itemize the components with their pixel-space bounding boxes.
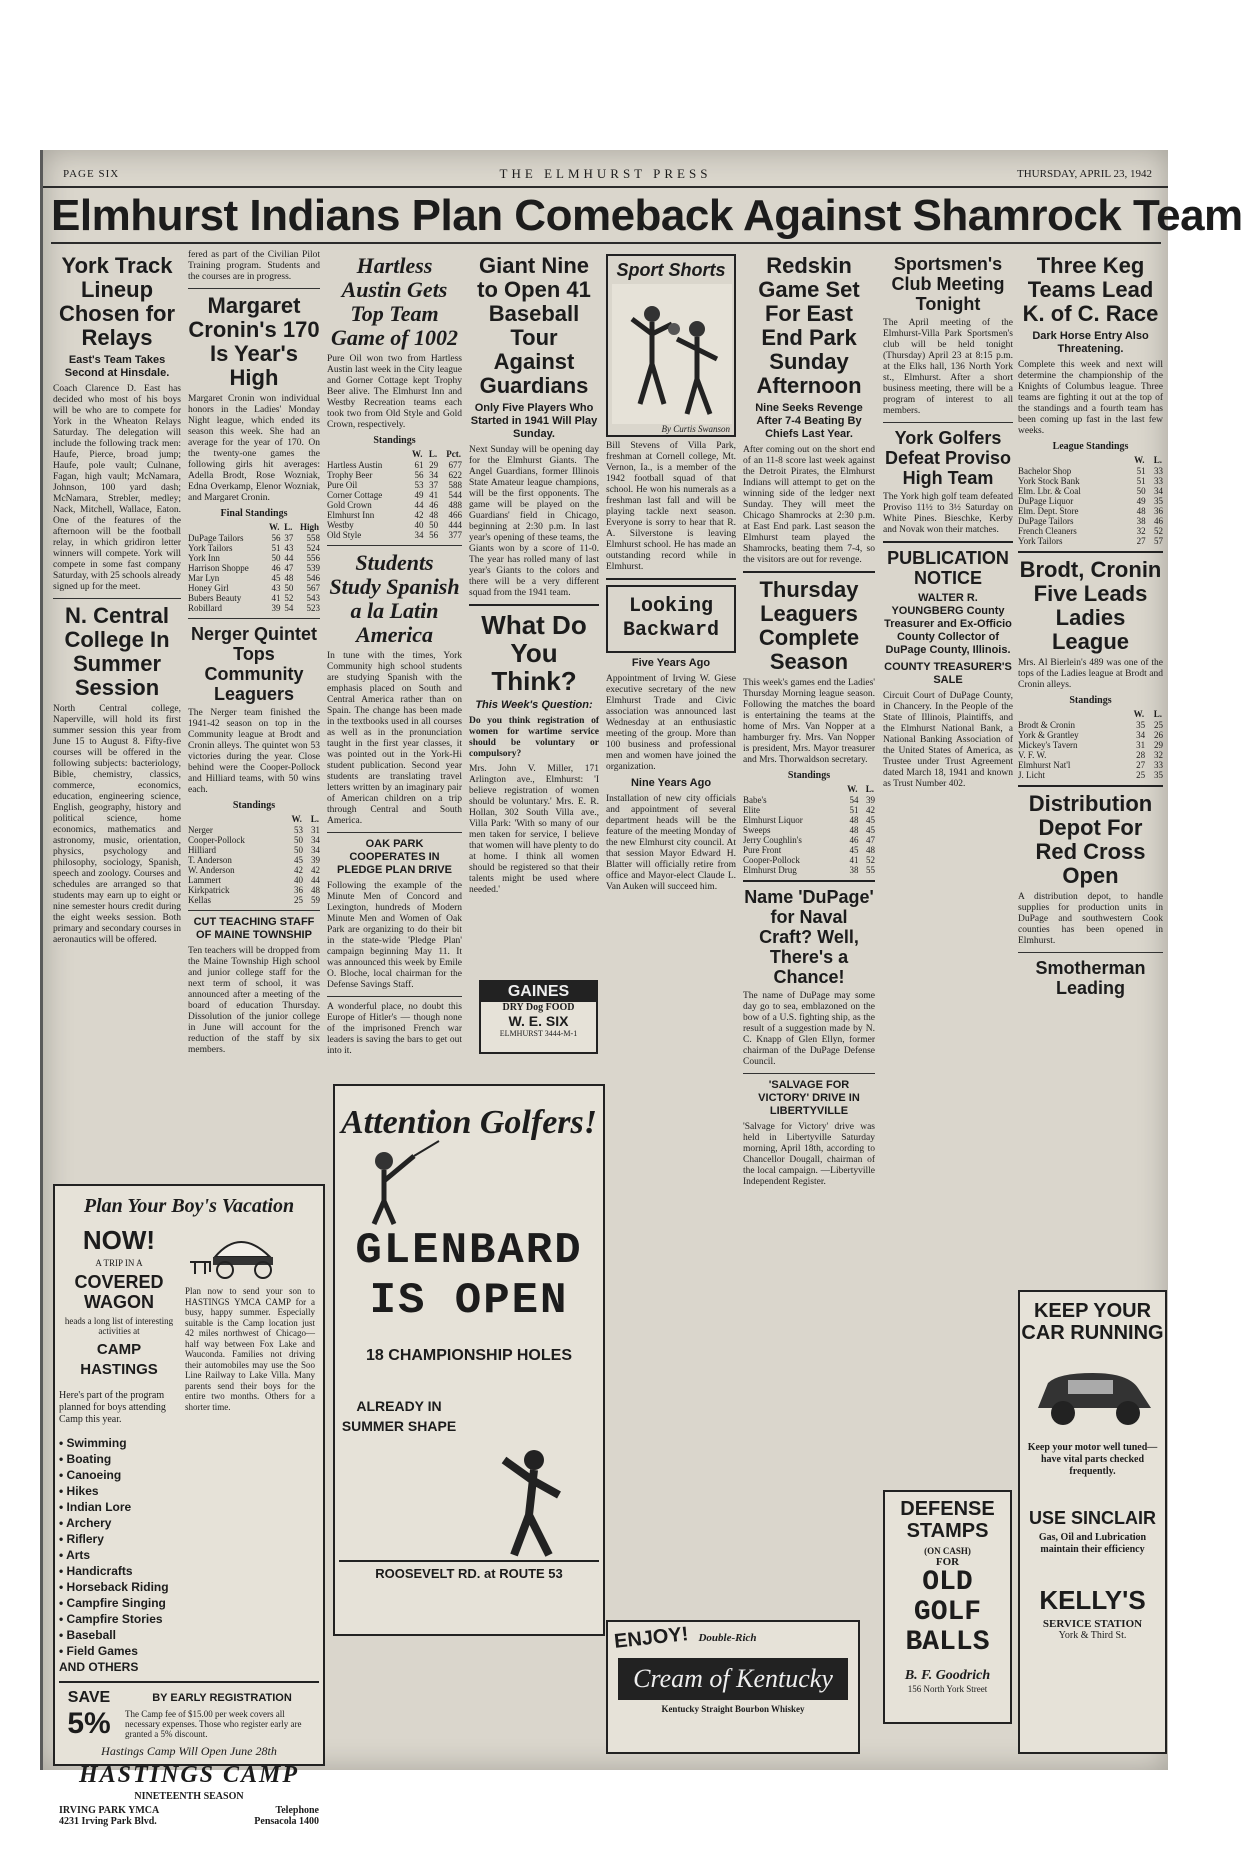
table-row: Pure Oil 53 37 588	[327, 480, 462, 490]
sport-shorts-box	[606, 254, 736, 437]
deck-giant-nine: Only Five Players Who Started in 1941 Will Play Sunday.	[470, 402, 598, 440]
story-thursday-leaguers: This week's games end the Ladies' Thursday Morning league season. Following the matches the board is entertaining the teams at the home of Mrs. Van Nopper at a hamburger fry. Mrs. Van Nopper is president, Mrs. Mayor treasurer and Mrs. Thorwaldson secretary.	[743, 678, 875, 765]
divider	[1018, 785, 1163, 787]
divider	[188, 618, 320, 619]
table-row: York Tailors 27 57	[1018, 536, 1163, 546]
question-text: Do you think registration of women for wartime service should be voluntary or compulsory?	[469, 716, 599, 759]
table-row: Elm. Lbr. & Coal 50 34	[1018, 486, 1163, 496]
headline-brodt-cronin: Brodt, Cronin Five Leads Ladies League	[1019, 557, 1162, 654]
kellys-service-ad	[1018, 1290, 1167, 1754]
whiskey-ad-double: Double-Rich	[698, 1632, 757, 1644]
camp-ad-season: NINETEENTH SEASON	[134, 1791, 244, 1802]
story-margaret-cronin: Margaret Cronin won individual honors in the Ladies' Monday Night league, which ended its season this week. She had an average for the year of 170. On the twenty-one games the following girls hit averages: Adella Brodt, Rose Wozniak, Edna Overkamp, Elenor Wozniak, and Margaret Cronin.	[188, 394, 320, 503]
column-4	[469, 250, 599, 960]
headline-publication-notice: PUBLICATION NOTICE	[887, 548, 1009, 588]
list-item: • Swimming	[59, 1436, 127, 1450]
table-row: York Tailors 51 43 524	[188, 543, 320, 553]
table-row: Cooper-Pollock 50 34	[188, 835, 320, 845]
list-item: • Field Games	[59, 1644, 138, 1658]
table-row: Harrison Shoppe 46 47 539	[188, 563, 320, 573]
story-publication-notice: Circuit Court of DuPage County, in Chancery. In the People of the State of Illinois, Plaintiffs, and the Elmhurst National Bank, a National Banking Association of the United States of America, as Trustee under Trust Agreement dated March 18, 1941 and known as Trust Number 402.	[883, 691, 1013, 789]
sinclair-body: Gas, Oil and Lubrication maintain their efficiency	[1038, 1532, 1147, 1555]
deck-five-years-ago: Five Years Ago	[631, 657, 711, 669]
gaines-dog-food-ad	[479, 980, 598, 1054]
table-row: Mickey's Tavern 31 29	[1018, 740, 1163, 750]
whiskey-ad-brand: Cream of Kentucky	[618, 1658, 848, 1700]
column-8	[1018, 250, 1163, 1250]
divider	[743, 880, 875, 882]
headline-sport-shorts: Sport Shorts	[616, 260, 726, 280]
table-row: Nerger 53 31	[188, 825, 320, 835]
camp-ad-address: 4231 Irving Park Blvd.	[59, 1816, 157, 1827]
camp-ad-intro: Here's part of the program planned for boys attending Camp this year.	[59, 1390, 166, 1425]
story-name-dupage: The name of DuPage may some day go to sea, emblazoned on the bow of a U.S. fighting ship, as the result of a suggestion made by N. C. Knapp of Glen Ellyn, former chairman of the DuPage Defense Council.	[743, 991, 875, 1067]
column-1	[53, 250, 181, 1170]
camp-ad-heads: heads a long list of interesting activities at	[64, 1316, 174, 1336]
headline-margaret-cronin: Margaret Cronin's 170 Is Year's High	[188, 293, 320, 390]
camp-activities-list	[59, 1436, 179, 1675]
story-continued: fered as part of the Civilian Pilot Training program. Students and the courses are in progress.	[188, 250, 320, 282]
headline-what-do-you-think: What Do You Think?	[481, 610, 587, 696]
camp-hastings-ad	[53, 1184, 325, 1827]
table-row: Brodt & Cronin 35 25	[1018, 720, 1163, 730]
defense-ad-for: FOR	[935, 1556, 960, 1568]
story-cut-teaching: Ten teachers will be dropped from the Maine Township High school and junior college staff for the next term of school, it was announced after a meeting of the board of education Thursday. Dissolution of the junior college in June will account for the reduction of the staff by six members.	[188, 946, 320, 1055]
story-three-keg: Complete this week and next will determine the championship of the Knights of Columbus league. Three teams are fighting it out at the top of the standings and a fourth team has been coming up fast in the last few weeks.	[1018, 360, 1163, 436]
camp-ad-discount: 5%	[67, 1707, 111, 1740]
list-item: • Riflery	[59, 1532, 104, 1546]
table-row: Honey Girl 43 50 567	[188, 583, 320, 593]
car-illustration	[1020, 1348, 1165, 1438]
gaines-address: ELMHURST 3444-M-1	[499, 1029, 578, 1038]
headline-salvage: 'SALVAGE FOR VICTORY' DRIVE IN LIBERTYVILLE	[758, 1079, 860, 1117]
golf-ad-location: ROOSEVELT RD. at ROUTE 53	[339, 1560, 599, 1581]
camp-ad-now: NOW!	[82, 1225, 156, 1255]
camp-ad-early-body: The Camp fee of $15.00 per week covers all necessary expenses. Those who register early are granted a 5% discount.	[125, 1708, 302, 1739]
story-oak-park: Following the example of the Minute Men of Concord and Lexington, hundreds of Modern Minute Men and Women of Oak Park are organizing to do their bit in the state-wide 'Pledge Plan' campaign beginning May 11. It was announced this week by Emile O. Bloche, local chairman for the Defense Savings Staff.	[327, 881, 462, 990]
divider	[883, 422, 1013, 423]
story-york-golfers: The York high golf team defeated Proviso 11½ to 3½ Saturday on White Pines. Bieschke, Kerby and Novak won their matches.	[883, 492, 1013, 535]
table-row: W. Anderson 42 42	[188, 865, 320, 875]
golf-ad-shape: ALREADY IN SUMMER SHAPE	[341, 1398, 457, 1434]
divider	[188, 910, 320, 911]
list-item: • Archery	[59, 1516, 112, 1530]
headline-smotherman: Smotherman Leading	[1035, 958, 1146, 998]
table-row: Elmhurst Drug 38 55	[743, 865, 875, 875]
table-row: Bubers Beauty 41 52 543	[188, 593, 320, 603]
defense-ad-big: OLD GOLF BALLS	[905, 1567, 990, 1658]
list-item: • Horseback Riding	[59, 1580, 169, 1594]
deck-york-track: East's Team Takes Second at Hinsdale.	[64, 354, 170, 379]
golf-ad-club: GLENBARD	[355, 1226, 583, 1276]
divider	[59, 1681, 319, 1683]
table-row: Jerry Coughlin's 46 47	[743, 835, 875, 845]
defense-ad-address: 156 North York Street	[907, 1684, 988, 1694]
golfer-silhouette	[339, 1440, 599, 1560]
list-item: • Baseball	[59, 1628, 116, 1642]
sport-shorts-byline: By Curtis Swanson	[661, 424, 730, 434]
defense-ad-sub: (ON CASH)	[924, 1546, 971, 1556]
table-row: York & Grantley 34 26	[1018, 730, 1163, 740]
table-row: Kirkpatrick 36 48	[188, 885, 320, 895]
kellys-ad-headline: KEEP YOUR CAR RUNNING	[1021, 1300, 1164, 1344]
headline-redskin-game: Redskin Game Set For East End Park Sunday Afternoon	[756, 253, 862, 398]
deck-nine-years-ago: Nine Years Ago	[630, 777, 712, 789]
table-row: Old Style 34 56 377	[327, 530, 462, 540]
divider	[1018, 952, 1163, 953]
divider	[743, 571, 875, 573]
defense-ad-firm: B. F. Goodrich	[904, 1668, 991, 1683]
divider	[883, 541, 1013, 543]
table-row: York Inn 50 44 556	[188, 553, 320, 563]
camp-ad-headline: Plan Your Boy's Vacation	[83, 1195, 295, 1217]
story-salvage: 'Salvage for Victory' drive was held in Libertyville Saturday morning, April 18th, according to Chancellor Dougall, chairman of the local campaign. —Libertyville Independent Register.	[743, 1122, 875, 1187]
list-item: • Hikes	[59, 1484, 99, 1498]
table-row: Elm. Dept. Store 48 36	[1018, 506, 1163, 516]
table-row: T. Anderson 45 39	[188, 855, 320, 865]
story-hartless-austin: Pure Oil won two from Hartless Austin last week in the City league and Gorner Cottage kept Trophy Beer alive. The Elmhurst Inn and Westby Recreation teams each took two from Old Style and Gold Crown, respectively.	[327, 354, 462, 430]
table-row: Mar Lyn 45 48 546	[188, 573, 320, 583]
table-row: Corner Cottage 49 41 544	[327, 490, 462, 500]
story-nine-years-ago: Installation of new city officials and appointment of several department heads will be the feature of the meeting Monday of the new Elmhurst city council. At that session Mayor Edward H. Blatter will officially retire from office and Mayor-elect Claude L. Van Auken will succeed him.	[606, 794, 736, 892]
page-number: PAGE SIX	[63, 168, 120, 180]
whiskey-ad-sub: Kentucky Straight Bourbon Whiskey	[661, 1704, 805, 1714]
table-row: Elmhurst Liquor 48 45	[743, 815, 875, 825]
deck-three-keg: Dark Horse Entry Also Threatening.	[1032, 330, 1149, 355]
kellys-name: KELLY'S	[1039, 1585, 1146, 1615]
headline-north-central: N. Central College In Summer Session	[64, 603, 170, 700]
deck-publication-notice: WALTER R. YOUNGBERG County Treasurer and Ex-Officio County Collector of DuPage County, Illinois.	[884, 592, 1012, 656]
masthead	[43, 164, 1168, 188]
gaines-brand: GAINES	[481, 982, 596, 1002]
divider	[606, 578, 736, 580]
table-row: Bachelor Shop 51 33	[1018, 466, 1163, 476]
headline-students-spanish: Students Study Spanish a la Latin America	[329, 550, 460, 647]
camp-ad-ymca: IRVING PARK YMCA	[59, 1805, 160, 1816]
golf-ad-headline: Attention Golfers!	[341, 1104, 597, 1141]
column-3	[327, 250, 462, 1170]
list-item: • Handicrafts	[59, 1564, 133, 1578]
standings-caption: Final Standings	[220, 508, 288, 519]
list-item: • Campfire Stories	[59, 1612, 163, 1626]
newspaper-page	[40, 150, 1243, 1827]
standings-table-city: W. L. Pct. Hartless Austin 61 29 677 Trophy Beer 56 34 622 Pure Oil 53 37 588 Corner Cottage 49 41 544 Gold Crown 44 46 488 Elmhurst Inn 42 48 466 Westby 40 50 444 Old Style 34 56 377	[327, 449, 462, 540]
standings-caption: League Standings	[1052, 441, 1129, 452]
table-row: Hartless Austin 61 29 677	[327, 460, 462, 470]
headline-cut-teaching: CUT TEACHING STAFF OF MAINE TOWNSHIP	[193, 916, 315, 941]
cream-of-kentucky-ad	[606, 1620, 860, 1754]
gaines-dealer: W. E. SIX	[508, 1013, 569, 1029]
glenbard-golf-ad	[333, 1084, 605, 1636]
gaines-product: DRY Dog FOOD	[502, 1002, 575, 1013]
table-row: Elmhurst Nat'l 27 33	[1018, 760, 1163, 770]
table-row: V. F. W. 28 32	[1018, 750, 1163, 760]
camp-ad-tel-label: Telephone	[275, 1805, 319, 1816]
table-row: Kellas 25 59	[188, 895, 320, 905]
table-row: Babe's 54 39	[743, 795, 875, 805]
sinclair-headline: USE SINCLAIR	[1028, 1508, 1156, 1528]
table-row: Sweeps 48 45	[743, 825, 875, 835]
standings-table-ladies-league: W. L. Brodt & Cronin 35 25 York & Grantley 34 26 Mickey's Tavern 31 29 V. F. W. 28 32 Elmhurst Nat'l 27 33 J. Licht 25 35	[1018, 709, 1163, 780]
headline-sportsmens-club: Sportsmen's Club Meeting Tonight	[891, 254, 1005, 314]
divider	[743, 1073, 875, 1074]
standings-table-thursday: W. L. Babe's 54 39 Elite 51 42 Elmhurst Liquor 48 45 Sweeps 48 45 Jerry Coughlin's 46 47 Pure Front 45 48 Cooper-Pollock 41 52 Elmhurst Drug 38 55	[743, 784, 875, 875]
story-nerger-quintet: The Nerger team finished the 1941-42 season on top in the Community league at Brodt and Cronin alleys. The quintet won 53 victories during the year. Close behind were the Cooper-Pollock and Hilliard teams, with 50 wins each.	[188, 708, 320, 795]
defense-stamps-ad	[883, 1490, 1012, 1724]
divider	[1018, 551, 1163, 553]
divider	[53, 598, 181, 599]
headline-looking-backward: Looking Backward	[622, 595, 719, 642]
list-item: • Canoeing	[59, 1468, 122, 1482]
standings-table-kc: W. L. Bachelor Shop 51 33 York Stock Bank 51 33 Elm. Lbr. & Coal 50 34 DuPage Liquor 49 35 Elm. Dept. Store 48 36 DuPage Tailors 38 46 French Cleaners 32 52 York Tailors 27 57	[1018, 455, 1163, 546]
list-item: • Campfire Singing	[59, 1596, 166, 1610]
story-redskin-game: After coming out on the short end of an 11-8 score last week against the Detroit Pirates, the Elmhurst Indians will attempt to get on the winning side of the ledger next Sunday. They will meet the Chicago Shamrocks at 2:30 p.m. at East End park. Last season the Elmhurst team played the Shamrocks, beating them 7-4, so the visitors are out for revenge.	[743, 445, 875, 565]
table-row: Elite 51 42	[743, 805, 875, 815]
standings-caption: Standings	[1069, 695, 1112, 706]
defense-ad-headline: DEFENSE STAMPS	[900, 1498, 995, 1542]
table-row: J. Licht 25 35	[1018, 770, 1163, 780]
kellys-address: York & Third St.	[1058, 1630, 1127, 1641]
deck-weeks-question: This Week's Question:	[475, 699, 593, 711]
story-five-years-ago: Appointment of Irving W. Giese executive secretary of the new Elmhurst Trade and Civic association was announced last Wednesday at an enthusiastic meeting of the group. More than 100 business and professional men and women have joined the organization.	[606, 674, 736, 772]
camp-ad-opening: Hastings Camp Will Open June 28th	[101, 1744, 277, 1758]
banner-headline: Elmhurst Indians Plan Comeback Against Shamrock Team	[51, 190, 1161, 244]
table-row: Cooper-Pollock 41 52	[743, 855, 875, 865]
standings-caption: Standings	[787, 770, 831, 781]
story-york-track: Coach Clarence D. East has decided who most of his boys will be who are to compete for York in the Wheaton Relays Saturday. The delegation will include the following track men: Haufe, Pierce, broad jump; Haufe, pole vault; Culnane, Fagan, high vault; McNamara, Johnson, 100 yard dash; McNamara, Strebler, medley; Nack, Mitchell, Wallace, Eaton. One of the features of the afternoon will be the football relay, in which gridiron letter winners will compete. York will compete in some fast company Saturday, with 25 schools already signed up for the meet.	[53, 384, 181, 592]
story-giant-nine: Next Sunday will be opening day for the Elmhurst Giants. The Angel Guardians, former Illinois State Amateur league champions, will be the first opponents. The game will be played on the Guardians' field in Chicago, beginning at 2:30 p.m. In last year's opening of these teams, the Giants won by a score of 11-0. The year has rolled many of last year's Giants to the colors and there will be a very different squad from the 1941 team.	[469, 445, 599, 598]
headline-name-dupage: Name 'DuPage' for Naval Craft? Well, There's a Chance!	[744, 887, 874, 987]
headline-three-keg: Three Keg Teams Lead K. of C. Race	[1022, 253, 1159, 326]
column-5	[606, 250, 736, 1120]
filler-europe: A wonderful place, no doubt this Europe of Hitler's — though none of the imprisoned French war leaders is saving the bars to get out into it.	[327, 1002, 462, 1056]
column-6	[743, 250, 875, 1620]
camp-ad-save: SAVE	[67, 1689, 111, 1706]
headline-york-track: York Track Lineup Chosen for Relays	[58, 253, 176, 350]
standings-table-ladies: W. L. High DuPage Tailors 56 37 558 York Tailors 51 43 524 York Inn 50 44 556 Harrison Shoppe 46 47 539 Mar Lyn 45 48 546 Honey Girl 43 50 567 Bubers Beauty 41 52 543 Robillard 39 54 523	[188, 522, 320, 613]
looking-backward-box	[606, 585, 736, 653]
table-row: DuPage Liquor 49 35	[1018, 496, 1163, 506]
divider	[188, 288, 320, 289]
list-item: AND OTHERS	[59, 1660, 139, 1674]
table-row: Lammert 40 44	[188, 875, 320, 885]
camp-ad-early: BY EARLY REGISTRATION	[152, 1691, 292, 1704]
table-row: DuPage Tailors 38 46	[1018, 516, 1163, 526]
story-north-central: North Central college, Naperville, will hold its first summer session this year from June 15 to August 8. Fifty-five courses will be offered in the following subjects: bacteriology, Bible, chemistry, classics, commerce, economics, education, engineering science, English, geography, history and political science, home economics, mathematics and astronomy, music, orientation, physics, psychology and philosophy, sociology, Spanish, speech and zoology. Courses and schedules are arranged so that students may earn up to eight or nine semester hours credit during the eight weeks session. Both primary and secondary courses in aeronautics will be offered.	[53, 704, 181, 945]
headline-distribution-depot: Distribution Depot For Red Cross Open	[1028, 791, 1153, 888]
kellys-ad-body: Keep your motor well tuned—have vital parts checked frequently.	[1027, 1442, 1158, 1477]
standings-caption: Standings	[232, 800, 276, 811]
table-row: DuPage Tailors 56 37 558	[188, 533, 320, 543]
divider	[327, 832, 462, 833]
golfer-illustration	[339, 1146, 599, 1226]
story-sport-shorts: Bill Stevens of Villa Park, freshman at Cornell college, Mt. Vernon, Ia., is a member of the 1942 football squad of that school. He won his numerals as a freshman last fall and will be playing tackle next season. Everyone is sorry to hear that R. A. Silverstone is leaving Elmhurst school. He has made an outstanding record while in Elmhurst.	[606, 441, 736, 572]
story-brodt-cronin: Mrs. Al Bierlein's 489 was one of the tops of the Ladies league at Brodt and Cronin alleys.	[1018, 658, 1163, 690]
headline-york-golfers: York Golfers Defeat Proviso High Team	[884, 428, 1012, 488]
headline-nerger-quintet: Nerger Quintet Tops Community Leaguers	[190, 624, 318, 704]
covered-wagon-illustration	[185, 1222, 315, 1282]
table-row: Elmhurst Inn 42 48 466	[327, 510, 462, 520]
table-row: Robillard 39 54 523	[188, 603, 320, 613]
deck-redskin-game: Nine Seeks Revenge After 7-4 Beating By Chiefs Last Year.	[755, 402, 863, 440]
table-row: French Cleaners 32 52	[1018, 526, 1163, 536]
table-row: Hilliard 50 34	[188, 845, 320, 855]
camp-ad-wagon: COVERED WAGON	[74, 1272, 164, 1312]
divider	[327, 996, 462, 997]
golf-ad-open: IS OPEN	[369, 1276, 569, 1326]
camp-ad-title: HASTINGS CAMP	[78, 1762, 300, 1788]
whiskey-ad-enjoy: ENJOY!	[613, 1623, 690, 1653]
table-row: Trophy Beer 56 34 622	[327, 470, 462, 480]
camp-ad-trip: A TRIP IN A	[95, 1258, 143, 1268]
table-row: York Stock Bank 51 33	[1018, 476, 1163, 486]
camp-ad-name: CAMP HASTINGS	[80, 1341, 158, 1378]
camp-ad-body: Plan now to send your son to HASTINGS YMCA CAMP for a busy, happy summer. Especially suitable is the Camp location just 42 miles northwest of Chicago—half way between Fox Lake and Wauconda. Families not driving their automobiles may use the Soo Line Railway to Lake Villa. Many parents send their boys for the entire two months. Others for a shorter time.	[185, 1286, 315, 1412]
kellys-sub: SERVICE STATION	[1042, 1618, 1143, 1630]
divider	[327, 545, 462, 546]
subhead-treasurers-sale: COUNTY TREASURER'S SALE	[884, 661, 1012, 686]
golf-ad-holes: 18 CHAMPIONSHIP HOLES	[366, 1347, 572, 1364]
headline-oak-park: OAK PARK COOPERATES IN PLEDGE PLAN DRIVE	[337, 838, 452, 876]
story-what-do-you-think: Mrs. John V. Miller, 171 Arlington ave., Elmhurst: 'I believe registration of women should be voluntary.' Mrs. E. R. Hollan, 302 South Villa ave., Villa Park: 'With so many of our men taken for service, I believe that women will have plenty to do at home. I think all women should be registered so that their talents might be used where needed.'	[469, 764, 599, 895]
story-sportsmens-club: The April meeting of the Elmhurst-Villa Park Sportsmen's club will be held tonight (Thursday) April 23 at 8:15 p.m. at the Elks hall, 136 North York st., Elmhurst. After a short business meeting, there will be a program of interest to all members.	[883, 318, 1013, 416]
standings-table-community: W. L. Nerger 53 31 Cooper-Pollock 50 34 Hilliard 50 34 T. Anderson 45 39 W. Anderson 42 42 Lammert 40 44 Kirkpatrick 36 48 Kellas 25 59	[188, 814, 320, 905]
list-item: • Arts	[59, 1548, 91, 1562]
table-row: Pure Front 45 48	[743, 845, 875, 855]
headline-thursday-leaguers: Thursday Leaguers Complete Season	[758, 577, 860, 674]
paper-name: THE ELMHURST PRESS	[499, 166, 712, 181]
list-item: • Boating	[59, 1452, 112, 1466]
table-row: Gold Crown 44 46 488	[327, 500, 462, 510]
table-row: Westby 40 50 444	[327, 520, 462, 530]
camp-ad-tel: Pensacola 1400	[254, 1816, 319, 1827]
issue-date: THURSDAY, APRIL 23, 1942	[1017, 168, 1152, 180]
headline-giant-nine: Giant Nine to Open 41 Baseball Tour Against Guardians	[477, 253, 591, 398]
story-distribution-depot: A distribution depot, to handle supplies for production units in DuPage and southwestern Cook counties has been opened in Elmhurst.	[1018, 892, 1163, 946]
basketball-players-illustration	[612, 284, 730, 424]
story-students-spanish: In tune with the times, York Community high school students are studying Spanish with the emphasis placed on South and Central America rather than on Spain. The change has been made in the textbooks used in all courses as well as in the pronunciation taught in the first year classes, it was pointed out in the York-Hi student publication. Second year students are translating travel letters written by an imaginary pair of American children on a trip through Central and South America.	[327, 651, 462, 826]
divider	[469, 604, 599, 606]
list-item: • Indian Lore	[59, 1500, 132, 1514]
standings-caption: Standings	[373, 435, 416, 446]
headline-hartless-austin: Hartless Austin Gets Top Team Game of 1002	[330, 253, 459, 350]
column-2	[188, 250, 320, 1170]
